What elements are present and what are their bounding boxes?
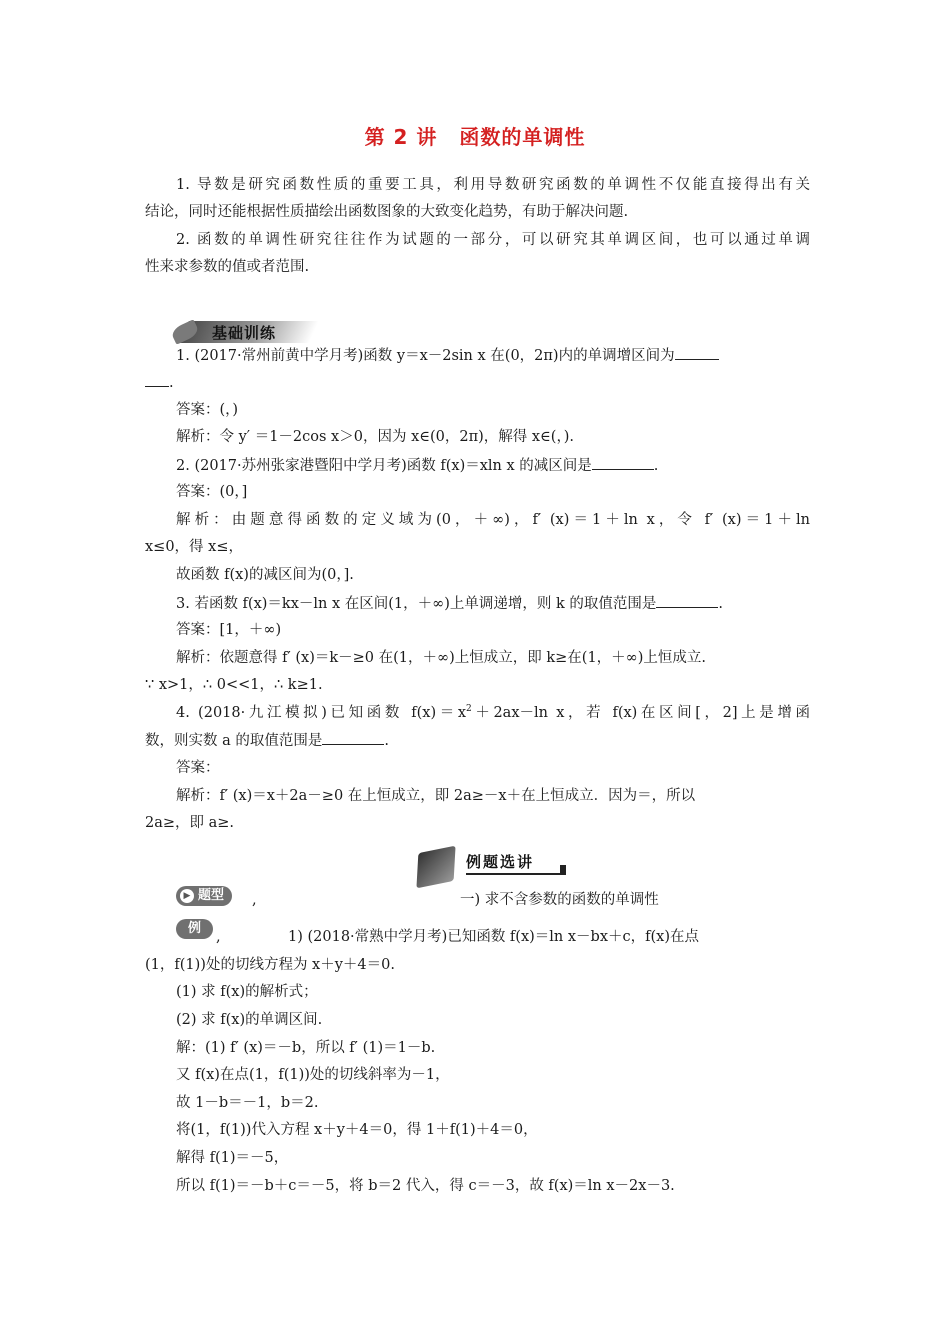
underline-end-mark xyxy=(560,865,566,875)
title-topic: 函数的单调性 xyxy=(459,125,586,149)
example-subquestion-1: (1) 求 f(x)的解析式； xyxy=(176,984,318,1000)
intro-paragraph-2-line-1: 2. 函数的单调性研究往往作为试题的一部分，可以研究其单调区间，也可以通过单调 xyxy=(176,232,810,248)
example-solution-line-2: 又 f(x)在点(1，f(1))处的切线斜率为－1， xyxy=(176,1067,450,1083)
topic-comma: , xyxy=(252,892,257,908)
title-lecture-number: 第 2 讲 xyxy=(364,125,438,149)
example-solution-line-4: 将(1，f(1))代入方程 x＋y＋4＝0，得 1＋f(1)＋4＝0， xyxy=(176,1122,538,1138)
underline-divider xyxy=(466,873,566,875)
example-solution-line-5: 解得 f(1)＝－5， xyxy=(176,1150,289,1166)
question-2-line-1 xyxy=(176,455,810,476)
answer-blank xyxy=(675,345,719,360)
example-line-2: (1，f(1))处的切线方程为 x＋y＋4＝0. xyxy=(145,957,395,973)
answer-blank xyxy=(656,593,718,608)
question-3-answer: 答案：[1，＋∞) xyxy=(176,622,282,638)
question-2-answer: 答案：(0，] xyxy=(176,484,248,500)
question-4-solution-line-1: 解析：f′ (x)＝x＋2a－≥0 在上恒成立，即 2a≥－x＋在上恒成立．因为＝，所以 xyxy=(176,788,696,804)
question-1-answer: 答案：(，) xyxy=(176,402,239,418)
question-4-solution-line-2: 2a≥，即 a≥. xyxy=(145,815,235,831)
example-badge: 例 xyxy=(176,919,213,939)
badge-label: 题型 xyxy=(198,888,225,903)
example-subquestion-2: (2) 求 f(x)的单调区间. xyxy=(176,1012,323,1028)
question-4-text-b: ＋2ax－ln x，若 f(x)在区间[，2]上是增函 xyxy=(471,705,810,721)
section-label: 基础训练 xyxy=(212,324,277,342)
question-3-solution-line-2: ∵ x>1，∴ 0<<1，∴ k≥1. xyxy=(145,677,323,693)
question-2-solution-line-3: 故函数 f(x)的减区间为(0，]. xyxy=(176,567,354,583)
punctuation: . xyxy=(169,375,174,391)
punctuation: . xyxy=(653,458,659,474)
question-4-line-2 xyxy=(145,730,810,751)
question-3-line-1 xyxy=(176,593,810,614)
answer-blank xyxy=(322,730,384,745)
example-comma: , xyxy=(216,929,221,945)
question-4-text-c: 数，则实数 a 的取值范围是 xyxy=(145,733,323,749)
topic-type-badge xyxy=(176,886,232,906)
question-3-solution-line-1: 解析：依题意得 f′ (x)＝k－≥0 在(1，＋∞)上恒成立，即 k≥在(1，＋∞)上恒成立. xyxy=(176,650,707,666)
example-solution-line-1: 解：(1) f′ (x)＝－b，所以 f′ (1)＝1－b. xyxy=(176,1040,436,1056)
section-banner-example-lecture xyxy=(418,843,568,885)
answer-blank xyxy=(592,455,654,470)
question-1-solution: 解析：令 y′ ＝1－2cos x＞0，因为 x∈(0，2π)，解得 x∈(，). xyxy=(176,429,574,445)
question-1-line-1 xyxy=(176,345,810,366)
question-3-text: 3. 若函数 f(x)＝kx－ln x 在区间(1，＋∞)上单调递增，则 k 的取值范围是 xyxy=(176,596,657,612)
answer-blank xyxy=(145,372,169,387)
punctuation: . xyxy=(384,733,389,749)
intro-paragraph-1-line-1: 1. 导数是研究函数性质的重要工具，利用导数研究函数的单调性不仅能直接得出有关 xyxy=(176,177,810,193)
intro-paragraph-1-line-2: 结论，同时还能根据性质描绘出函数图象的大致变化趋势，有助于解决问题. xyxy=(145,204,629,220)
play-arrow-icon: ▶ xyxy=(180,889,194,903)
question-1-text: 1. (2017·常州前黄中学月考)函数 y＝x－2sin x 在(0，2π)内的单调增区间为 xyxy=(176,348,675,364)
superscript: 2 xyxy=(466,704,472,715)
question-1-line-2 xyxy=(145,372,810,393)
question-2-text: 2. (2017·苏州张家港暨阳中学月考)函数 f(x)＝xln x 的减区间是 xyxy=(176,458,592,474)
example-solution-line-6: 所以 f(1)＝－b＋c＝－5，将 b＝2 代入，得 c＝－3，故 f(x)＝ln x－2x－3. xyxy=(176,1178,675,1194)
example-line-1: 1) (2018·常熟中学月考)已知函数 f(x)＝ln x－bx＋c，f(x)在点 xyxy=(288,929,699,945)
section-label: 例题选讲 xyxy=(466,853,535,871)
page-title xyxy=(0,121,950,150)
question-4-line-1 xyxy=(176,703,810,723)
pen-icon xyxy=(416,846,455,889)
question-4-text-a: 4. (2018·九江模拟)已知函数 f(x)＝x xyxy=(176,705,466,721)
section-banner-basic-training xyxy=(172,318,322,348)
intro-paragraph-2-line-2: 性来求参数的值或者范围. xyxy=(145,259,310,275)
topic-heading: 一) 求不含参数的函数的单调性 xyxy=(460,892,659,908)
question-4-answer: 答案： xyxy=(176,760,220,776)
question-2-solution-line-2: x≤0，得 x≤， xyxy=(145,539,243,555)
punctuation: . xyxy=(718,596,723,612)
question-2-solution-line-1: 解析：由题意得函数的定义域为(0，＋∞)，f′ (x)＝1＋ln x，令 f′ (x)＝1＋ln xyxy=(176,512,810,528)
example-solution-line-3: 故 1－b＝－1，b＝2. xyxy=(176,1095,319,1111)
